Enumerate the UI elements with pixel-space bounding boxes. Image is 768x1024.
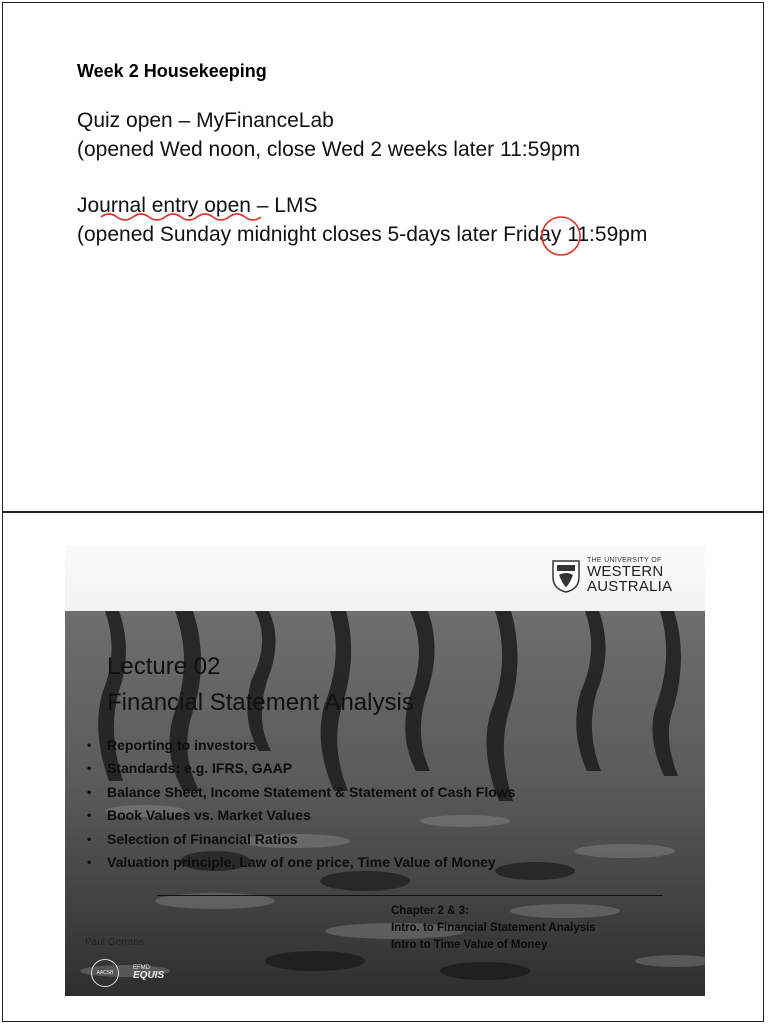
quiz-detail-line: (opened Wed noon, close Wed 2 weeks later 11:59pm (77, 138, 581, 161)
list-item: • Valuation principle, Law of one price, Time Value of Money (87, 854, 496, 871)
uwa-crest-icon (551, 559, 581, 593)
accreditation-logos (91, 959, 164, 987)
lecture-title: Financial Statement Analysis (107, 689, 414, 716)
uwa-logo-line1: WESTERN (587, 563, 664, 580)
lecture-number: Lecture 02 (107, 653, 221, 680)
water-reflection-background (65, 611, 705, 996)
journal-line: Journal entry open – LMS (77, 194, 318, 217)
list-item: • Reporting to investors (87, 736, 257, 753)
topic-list (87, 733, 515, 874)
chapter-line: Intro to Time Value of Money (391, 939, 548, 951)
uwa-logo-small: THE UNIVERSITY OF (587, 557, 662, 564)
uwa-logo-line2: AUSTRALIA (587, 578, 673, 595)
equis-logo: EFMD EQUIS (133, 965, 165, 981)
red-squiggle-annotation (99, 209, 269, 225)
list-item: • Selection of Financial Ratios (87, 830, 298, 847)
quiz-line: Quiz open – MyFinanceLab (77, 109, 334, 132)
list-item: • Book Values vs. Market Values (87, 807, 311, 824)
chapter-reference (391, 903, 596, 954)
list-item: • Balance Sheet, Income Statement & Statement of Cash Flows (87, 783, 516, 800)
divider (157, 895, 663, 896)
uwa-logo (551, 557, 672, 594)
aacsb-logo: AACSB (91, 959, 119, 987)
chapter-line: Chapter 2 & 3: (391, 905, 469, 917)
slide-header-bar (65, 545, 705, 613)
list-item: • Standards: e.g. IFRS, GAAP (87, 760, 293, 777)
slide-lecture-title (2, 512, 764, 1022)
chapter-line: Intro. to Financial Statement Analysis (391, 922, 596, 934)
author-name: Paul Gerrans (85, 937, 144, 948)
journal-detail-line: (opened Sunday midnight closes 5-days later Friday 11:59pm (77, 223, 648, 246)
red-circle-annotation (539, 215, 585, 259)
slide-housekeeping (2, 2, 764, 512)
slide-title: Week 2 Housekeeping (77, 61, 267, 81)
